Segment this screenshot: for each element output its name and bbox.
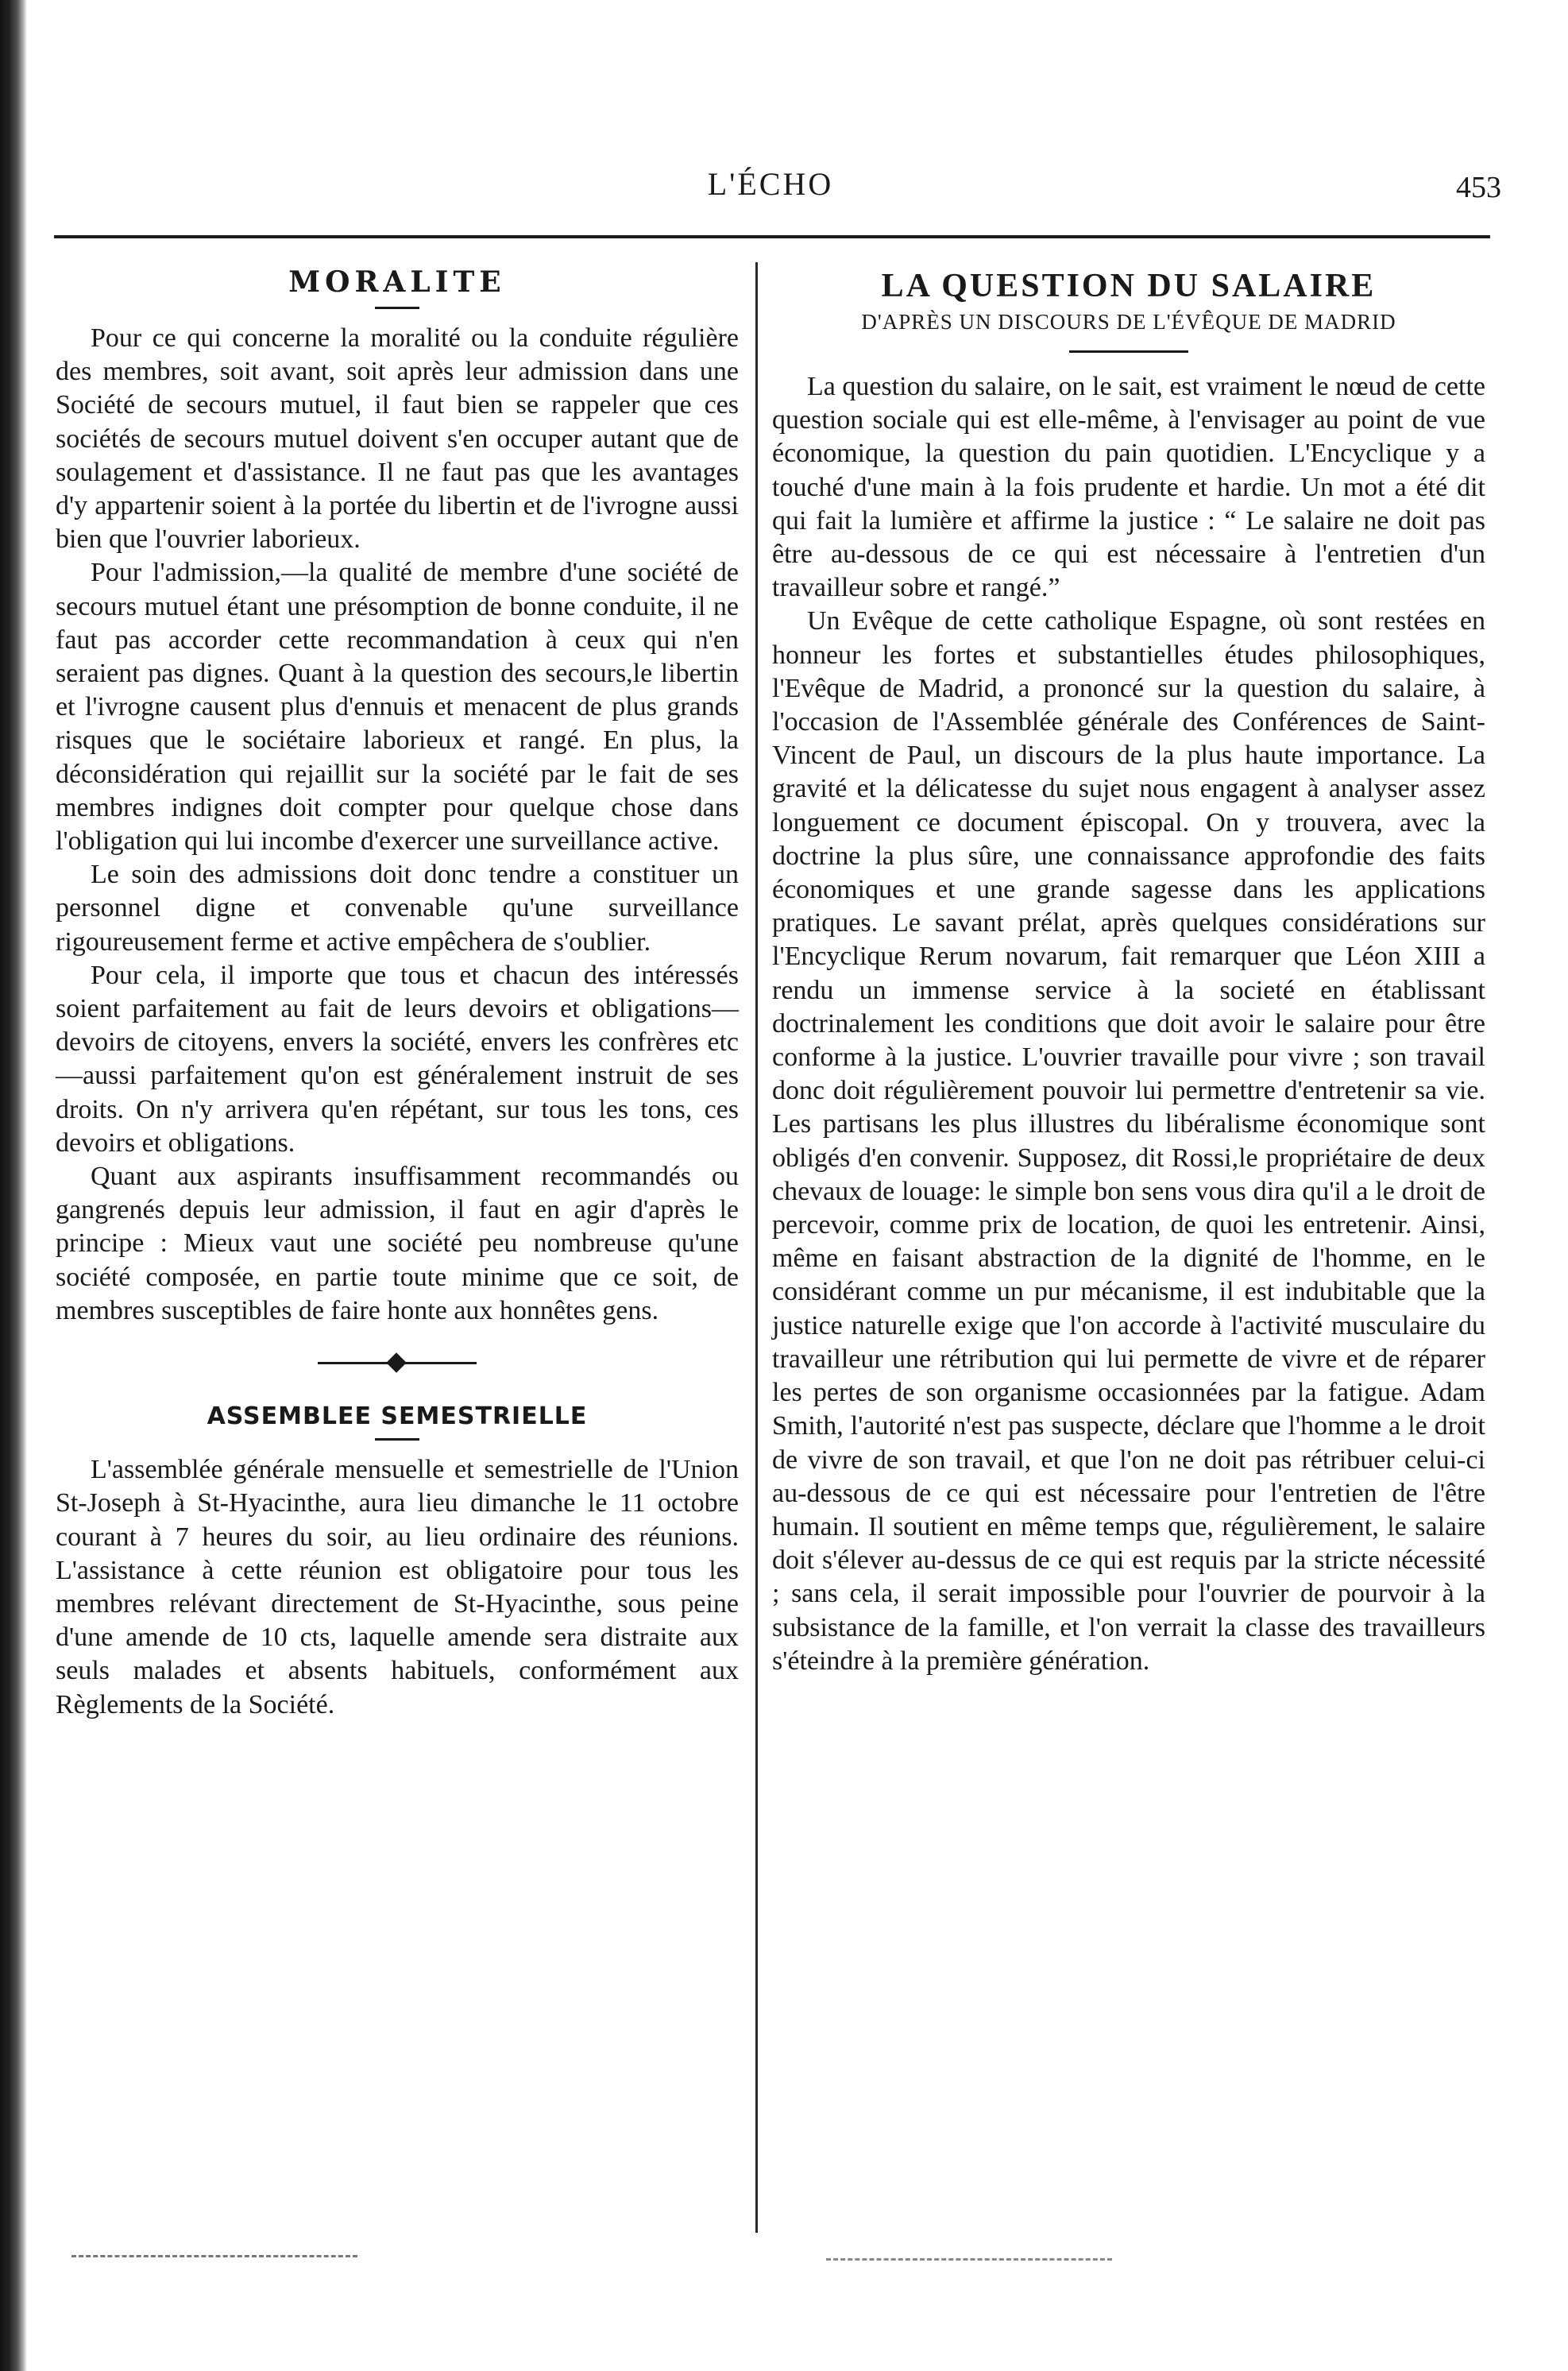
scan-binding-edge bbox=[0, 0, 27, 2371]
paragraph: La question du salaire, on le sait, est vraiment le nœud de cette question sociale qui est elle-même, à l'envisager au point de vue économique, la question du pain quotidien. L'Encyclique y a touché d'une main à la fois prudente et hardie. Un mot a été dit qui fait la lumière et affirme la justice : “ Le salaire ne doit pas être au-dessous de ce qui est nécessaire à l'entretien d'un travailleur sobre et rangé.” bbox=[772, 372, 1485, 603]
running-header bbox=[56, 159, 1501, 215]
left-column bbox=[56, 262, 739, 1722]
right-column bbox=[772, 262, 1485, 1678]
bottom-rule-right bbox=[826, 2258, 1112, 2261]
ornament-diamond-icon bbox=[386, 1352, 406, 1372]
column-divider bbox=[755, 262, 758, 2233]
paragraph: Pour l'admission,—la qualité de membre d'une société de secours mutuel étant une présomption de bonne conduite, il ne faut pas accorder cette recommandation à ceux qui n'en seraient pas dignes. Quant à la question des secours,le libertin et l'ivrogne causent plus d'ennuis et menacent de plus grands risques que le sociétaire laborieux et rangé. En plus, la déconsidération qui rejaillit sur la société par le fait de ses membres indignes doit compter pour quelque chose dans l'obligation qui lui incombe d'exercer une surveillance active. bbox=[56, 558, 739, 857]
title-rule bbox=[1069, 350, 1188, 353]
section-title-moralite: MORALITE bbox=[288, 265, 506, 299]
header-rule bbox=[54, 235, 1490, 238]
section-ornament bbox=[318, 1355, 477, 1371]
title-rule bbox=[375, 307, 419, 309]
bottom-rule-left bbox=[71, 2255, 357, 2257]
article-title: LA QUESTION DU SALAIRE bbox=[881, 268, 1377, 304]
paragraph: Un Evêque de cette catholique Espagne, où sont restées en honneur les fortes et substantielles études philosophiques, l'Evêque de Madrid, a prononcé sur la question du salaire, à l'occasion de l'Assemblée générale des Conférences de Saint-Vincent de Paul, un discours de la plus haute importance. La gravité et la délicatesse du sujet nous engagent à analyser assez longuement ce document épiscopal. On y trouvera, avec la doctrine la plus sûre, une connaissance approfondie des faits économiques et une grande sagesse dans les applications pratiques. Le savant prélat, après quelques considérations sur l'Encyclique Rerum novarum, fait remarquer que Léon XIII a rendu un immense service à la societé en établissant doctrinalement les conditions que doit avoir le salaire pour être conforme à la justice. L'ouvrier travaille pour vivre ; son travail donc doit régulièrement pouvoir lui permettre d'entretenir sa vie. Les partisans les plus illustres du libéralisme économique sont obligés d'en convenir. Supposez, dit Rossi,le propriétaire de deux chevaux de louage: le simple bon sens vous dira qu'il a le droit de percevoir, comme prix de location, de quoi les entretenir. Ainsi, même en faisant abstraction de la dignité de l'homme, en le considérant comme un pur mécanisme, il est indubitable que la justice naturelle exige que l'on accorde à l'activité musculaire du travailleur une rétribution qui lui permette de vivre et de réparer les pertes de son organisme occasionnées par la fatigue. Adam Smith, l'autorité n'est pas suspecte, déclare que l'homme a le droit de vivre de son travail, et que l'on ne doit pas rétribuer celui-ci au-dessous de ce qui est nécessaire pour l'entretien de l'être humain. Il soutient en même temps que, régulièrement, le salaire doit s'élever au-dessus de ce qui est requis par la stricte nécessité ; sans cela, il serait impossible pour l'ouvrier de pourvoir à la subsistance de la famille, et l'on verrait la classe des travailleurs s'éteindre à la première génération. bbox=[772, 606, 1485, 1676]
title-rule bbox=[375, 1438, 419, 1441]
paragraph: Pour ce qui concerne la moralité ou la conduite régulière des membres, soit avant, soit après leur admission dans une Société de secours mutuel, il faut bien se rappeler que ces sociétés de secours mutuel doivent s'en occuper autant que de soulagement et d'assistance. Il ne faut pas que les avantages d'y appartenir soient à la portée du libertin et de l'ivrogne aussi bien que l'ouvrier laborieux. bbox=[56, 323, 739, 555]
paragraph: Le soin des admissions doit donc tendre a constituer un personnel digne et convenable qu'une surveillance rigoureusement ferme et active empêchera de s'oublier. bbox=[56, 860, 739, 957]
running-title: L'ÉCHO bbox=[707, 166, 834, 202]
section-title-assemblee: ASSEMBLEE SEMESTRIELLE bbox=[207, 1402, 588, 1431]
article-subtitle: D'APRÈS UN DISCOURS DE L'ÉVÊQUE DE MADRID bbox=[861, 310, 1396, 334]
paragraph: L'assemblée générale mensuelle et semestrielle de l'Union St-Joseph à St-Hyacinthe, aura lieu dimanche le 11 octobre courant à 7 heures du soir, au lieu ordinaire des réunions. L'assistance à cette réunion est obligatoire pour tous les membres relévant directement de St-Hyacinthe, sous peine d'une amende de 10 cts, laquelle amende sera distraite aux seuls malades et absents habituels, conformément aux Règlements de la Société. bbox=[56, 1455, 739, 1719]
paragraph: Quant aux aspirants insuffisamment recommandés ou gangrenés depuis leur admission, il faut en agir d'après le principe : Mieux vaut une société peu nombreuse qu'une société composée, en partie toute minime que ce soit, de membres susceptibles de faire honte aux honnêtes gens. bbox=[56, 1162, 739, 1325]
page-number: 453 bbox=[1456, 171, 1501, 204]
paragraph: Pour cela, il importe que tous et chacun des intéressés soient parfaitement au fait de leurs devoirs et obligations—devoirs de citoyens, envers la société, envers les confrères etc—aussi parfaitement qu'on est généralement instruit de ses droits. On n'y arrivera qu'en répétant, sur tous les tons, ces devoirs et obligations. bbox=[56, 960, 739, 1158]
